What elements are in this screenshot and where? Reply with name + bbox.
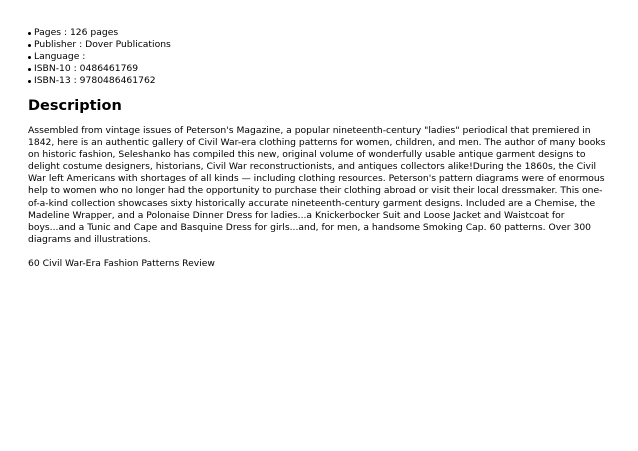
detail-publisher-text: Publisher : Dover Publications (34, 39, 171, 50)
detail-language (28, 51, 613, 63)
detail-isbn13 (28, 75, 613, 87)
detail-isbn10 (28, 63, 613, 75)
detail-publisher (28, 39, 613, 51)
detail-isbn10-text: ISBN-10 : 0486461769 (34, 63, 139, 74)
review-title: 60 Civil War-Era Fashion Patterns Review (28, 257, 215, 269)
book-details-list (28, 27, 613, 87)
bullet-icon (28, 56, 31, 59)
detail-pages (28, 27, 613, 39)
detail-language-text: Language : (34, 51, 86, 62)
detail-isbn13-text: ISBN-13 : 9780486461762 (34, 75, 156, 86)
bullet-icon (28, 44, 31, 47)
bullet-icon (28, 68, 31, 71)
bullet-icon (28, 32, 31, 35)
detail-pages-text: Pages : 126 pages (34, 27, 119, 38)
description-body: Assembled from vintage issues of Peterson's Magazine, a popular nineteenth-century "ladies" periodical that premiered in 1842, here is an authentic gallery of Civil War-era clothing patterns for women, children, and men. The author of many books on historic fashion, Seleshanko has compiled this new, original volume of wonderfully usable antique garment designs to delight costume designers, historians, Civil War reconstructionists, and antiques collectors alike!During the 1860s, the Civil War left Americans with shortages of all kinds — including clothing resources. Peterson's pattern diagrams were of enormous help to women who no longer had the opportunity to purchase their clothing abroad or visit their local dressmaker. This one-of-a-kind collection showcases sixty historically accurate nineteenth-century garment designs. Included are a Chemise, the Madeline Wrapper, and a Polonaise Dinner Dress for ladies...a Knickerbocker Suit and Loose Jacket and Waistcoat for boys...and a Tunic and Cape and Basquine Dress for girls...and, for men, a handsome Smoking Cap. 60 patterns. Over 300 diagrams and illustrations. (28, 125, 606, 245)
document-page (28, 27, 613, 270)
description-heading: Description (28, 98, 122, 114)
bullet-icon (28, 80, 31, 83)
